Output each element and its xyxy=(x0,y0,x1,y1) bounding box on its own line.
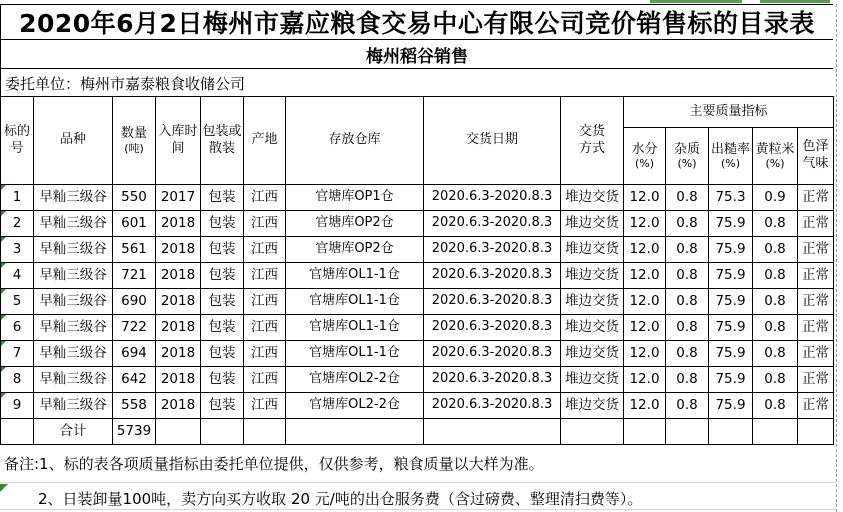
cell-yellow-grain: 0.8 xyxy=(753,263,798,289)
cell-empty xyxy=(709,419,753,445)
cell-delivery-date: 2020.6.3-2020.8.3 xyxy=(424,185,561,211)
cell-variety: 早籼三级谷 xyxy=(34,185,113,211)
cell-packing: 包装 xyxy=(201,185,244,211)
cell-husked-rice-rate: 75.9 xyxy=(709,211,753,237)
col-header-bid-no: 标的号 xyxy=(1,97,34,185)
table-row xyxy=(1,367,834,393)
cell-husked-rice-rate: 75.9 xyxy=(709,237,753,263)
cell-origin: 江西 xyxy=(244,315,286,341)
cell-variety: 早籼三级谷 xyxy=(34,341,113,367)
cell-quantity: 722 xyxy=(113,315,156,341)
green-cell-strip xyxy=(760,0,830,3)
cell-warehouse: 官塘库OL2-2仓 xyxy=(286,393,424,419)
error-indicator-triangle xyxy=(1,367,6,372)
cell-delivery-date: 2020.6.3-2020.8.3 xyxy=(424,367,561,393)
cell-bid-no: 1 xyxy=(1,185,34,211)
error-indicator-triangle xyxy=(1,341,6,346)
cell-origin: 江西 xyxy=(244,237,286,263)
cell-variety: 早籼三级谷 xyxy=(34,393,113,419)
cell-storage-year: 2018 xyxy=(156,237,201,263)
cell-origin: 江西 xyxy=(244,393,286,419)
total-quantity: 5739 xyxy=(113,419,156,445)
cell-quantity: 690 xyxy=(113,289,156,315)
cell-origin: 江西 xyxy=(244,185,286,211)
cell-delivery-method: 堆边交货 xyxy=(561,263,624,289)
cell-warehouse: 官塘库OP1仓 xyxy=(286,185,424,211)
cell-impurity: 0.8 xyxy=(666,393,709,419)
cell-color-odor: 正常 xyxy=(798,341,834,367)
cell-quantity: 550 xyxy=(113,185,156,211)
cell-moisture: 12.0 xyxy=(624,289,666,315)
cell-storage-year: 2018 xyxy=(156,211,201,237)
error-indicator-triangle xyxy=(1,289,6,294)
cell-variety: 早籼三级谷 xyxy=(34,315,113,341)
cell-origin: 江西 xyxy=(244,367,286,393)
cell-yellow-grain: 0.8 xyxy=(753,211,798,237)
excel-gridline xyxy=(0,482,836,483)
cell-delivery-method: 堆边交货 xyxy=(561,237,624,263)
cell-husked-rice-rate: 75.3 xyxy=(709,185,753,211)
cell-moisture: 12.0 xyxy=(624,185,666,211)
cell-impurity: 0.8 xyxy=(666,263,709,289)
cell-empty xyxy=(156,419,201,445)
cell-variety: 早籼三级谷 xyxy=(34,367,113,393)
total-row xyxy=(1,419,834,445)
cell-empty xyxy=(624,419,666,445)
col-header-origin: 产地 xyxy=(244,97,286,185)
cell-color-odor: 正常 xyxy=(798,185,834,211)
cell-husked-rice-rate: 75.9 xyxy=(709,367,753,393)
cell-quantity: 642 xyxy=(113,367,156,393)
cell-impurity: 0.8 xyxy=(666,185,709,211)
cell-packing: 包装 xyxy=(201,237,244,263)
table-row xyxy=(1,341,834,367)
cell-yellow-grain: 0.9 xyxy=(753,185,798,211)
table-row xyxy=(1,393,834,419)
cell-packing: 包装 xyxy=(201,315,244,341)
cell-yellow-grain: 0.8 xyxy=(753,393,798,419)
cell-color-odor: 正常 xyxy=(798,315,834,341)
cell-quantity: 561 xyxy=(113,237,156,263)
cell-origin: 江西 xyxy=(244,289,286,315)
col-header-warehouse: 存放仓库 xyxy=(286,97,424,185)
cell-bid-no: 7 xyxy=(1,341,34,367)
cell-storage-year: 2018 xyxy=(156,263,201,289)
total-label: 合计 xyxy=(34,419,113,445)
cell-color-odor: 正常 xyxy=(798,237,834,263)
catalog-table xyxy=(0,96,834,445)
cell-packing: 包装 xyxy=(201,393,244,419)
cell-yellow-grain: 0.8 xyxy=(753,367,798,393)
cell-bid-no: 5 xyxy=(1,289,34,315)
cell-storage-year: 2018 xyxy=(156,341,201,367)
cell-warehouse: 官塘库OL1-1仓 xyxy=(286,341,424,367)
col-header-color-odor: 色泽气味 xyxy=(798,128,834,185)
cell-bid-no: 9 xyxy=(1,393,34,419)
error-indicator-triangle xyxy=(1,393,6,398)
cell-color-odor: 正常 xyxy=(798,393,834,419)
cell-impurity: 0.8 xyxy=(666,315,709,341)
table-row xyxy=(1,315,834,341)
cell-packing: 包装 xyxy=(201,263,244,289)
cell-variety: 早籼三级谷 xyxy=(34,289,113,315)
cell-packing: 包装 xyxy=(201,289,244,315)
table-row xyxy=(1,237,834,263)
cell-bid-no: 8 xyxy=(1,367,34,393)
cell-storage-year: 2017 xyxy=(156,185,201,211)
cell-impurity: 0.8 xyxy=(666,211,709,237)
cell-variety: 早籼三级谷 xyxy=(34,237,113,263)
cell-yellow-grain: 0.8 xyxy=(753,315,798,341)
cell-yellow-grain: 0.8 xyxy=(753,341,798,367)
cell-moisture: 12.0 xyxy=(624,315,666,341)
error-indicator-triangle xyxy=(1,211,6,216)
col-header-impurity: 杂质 (%) xyxy=(666,128,709,185)
table-row xyxy=(1,185,834,211)
cell-delivery-date: 2020.6.3-2020.8.3 xyxy=(424,315,561,341)
cell-warehouse: 官塘库OL1-1仓 xyxy=(286,315,424,341)
error-indicator-triangle xyxy=(1,263,6,268)
cell-yellow-grain: 0.8 xyxy=(753,289,798,315)
table-body xyxy=(1,185,834,419)
cell-warehouse: 官塘库OL1-1仓 xyxy=(286,263,424,289)
cell-delivery-date: 2020.6.3-2020.8.3 xyxy=(424,237,561,263)
cell-delivery-method: 堆边交货 xyxy=(561,211,624,237)
error-indicator-triangle xyxy=(1,237,6,242)
cell-bid-no: 3 xyxy=(1,237,34,263)
remark-line-2: 2、日装卸量100吨，卖方向买方收取 20 元/吨的出仓服务费（含过磅费、整理清扫费等）。 xyxy=(38,490,643,508)
cell-storage-year: 2018 xyxy=(156,367,201,393)
cell-storage-year: 2018 xyxy=(156,393,201,419)
cell-empty xyxy=(753,419,798,445)
green-cell-strip xyxy=(650,0,742,3)
cell-delivery-date: 2020.6.3-2020.8.3 xyxy=(424,289,561,315)
cell-delivery-method: 堆边交货 xyxy=(561,367,624,393)
cell-origin: 江西 xyxy=(244,263,286,289)
cell-delivery-date: 2020.6.3-2020.8.3 xyxy=(424,393,561,419)
table-row xyxy=(1,289,834,315)
error-indicator-triangle xyxy=(1,315,6,320)
cell-moisture: 12.0 xyxy=(624,367,666,393)
consignor-line: 委托单位：梅州市嘉泰粮食收储公司 xyxy=(5,75,246,93)
cell-variety: 早籼三级谷 xyxy=(34,211,113,237)
cell-husked-rice-rate: 75.9 xyxy=(709,289,753,315)
col-header-yellow-grain: 黄粒米 (%) xyxy=(753,128,798,185)
remark-line-1: 备注:1、标的表各项质量指标由委托单位提供，仅供参考，粮食质量以大样为准。 xyxy=(4,455,544,473)
cell-moisture: 12.0 xyxy=(624,263,666,289)
cell-husked-rice-rate: 75.9 xyxy=(709,315,753,341)
cell-quantity: 694 xyxy=(113,341,156,367)
cell-warehouse: 官塘库OP2仓 xyxy=(286,211,424,237)
cell-storage-year: 2018 xyxy=(156,315,201,341)
cell-yellow-grain: 0.8 xyxy=(753,237,798,263)
page-break-dashed-line xyxy=(836,4,837,512)
cell-variety: 早籼三级谷 xyxy=(34,263,113,289)
cell-empty xyxy=(286,419,424,445)
cell-impurity: 0.8 xyxy=(666,367,709,393)
error-indicator-triangle xyxy=(1,185,6,190)
cell-origin: 江西 xyxy=(244,211,286,237)
cell-impurity: 0.8 xyxy=(666,341,709,367)
col-header-packing: 包装或散装 xyxy=(201,97,244,185)
col-header-variety: 品种 xyxy=(34,97,113,185)
cell-origin: 江西 xyxy=(244,341,286,367)
cell-delivery-date: 2020.6.3-2020.8.3 xyxy=(424,211,561,237)
cell-bid-no: 6 xyxy=(1,315,34,341)
cell-impurity: 0.8 xyxy=(666,289,709,315)
cell-delivery-date: 2020.6.3-2020.8.3 xyxy=(424,263,561,289)
col-header-husked-rice-rate: 出糙率 (%) xyxy=(709,128,753,185)
col-header-moisture: 水分 (%) xyxy=(624,128,666,185)
col-header-delivery-date: 交货日期 xyxy=(424,97,561,185)
cell-impurity: 0.8 xyxy=(666,237,709,263)
table-row xyxy=(1,263,834,289)
cell-packing: 包装 xyxy=(201,211,244,237)
cell-warehouse: 官塘库OP2仓 xyxy=(286,237,424,263)
cell-color-odor: 正常 xyxy=(798,367,834,393)
cell-moisture: 12.0 xyxy=(624,393,666,419)
cell-packing: 包装 xyxy=(201,367,244,393)
cell-husked-rice-rate: 75.9 xyxy=(709,341,753,367)
cell-moisture: 12.0 xyxy=(624,211,666,237)
cell-color-odor: 正常 xyxy=(798,289,834,315)
cell-bid-no xyxy=(1,419,34,445)
page-subtitle: 梅州稻谷销售 xyxy=(1,40,833,69)
error-indicator-triangle xyxy=(0,484,8,492)
cell-delivery-method: 堆边交货 xyxy=(561,289,624,315)
cell-delivery-method: 堆边交货 xyxy=(561,341,624,367)
cell-delivery-date: 2020.6.3-2020.8.3 xyxy=(424,341,561,367)
cell-delivery-method: 堆边交货 xyxy=(561,393,624,419)
col-header-quantity: 数量 (吨) xyxy=(113,97,156,185)
cell-empty xyxy=(424,419,561,445)
cell-quantity: 558 xyxy=(113,393,156,419)
page-title: 2020年6月2日梅州市嘉应粮食交易中心有限公司竞价销售标的目录表 xyxy=(1,5,833,40)
cell-empty xyxy=(798,419,834,445)
cell-moisture: 12.0 xyxy=(624,341,666,367)
cell-empty xyxy=(666,419,709,445)
title-block xyxy=(0,4,833,98)
cell-quantity: 601 xyxy=(113,211,156,237)
cell-storage-year: 2018 xyxy=(156,289,201,315)
cell-delivery-method: 堆边交货 xyxy=(561,315,624,341)
col-header-quality-group: 主要质量指标 xyxy=(624,97,834,128)
cell-packing: 包装 xyxy=(201,341,244,367)
cell-delivery-method: 堆边交货 xyxy=(561,185,624,211)
col-header-storage-year: 入库时间 xyxy=(156,97,201,185)
table-row xyxy=(1,211,834,237)
excel-gridline xyxy=(0,509,836,510)
cell-husked-rice-rate: 75.9 xyxy=(709,263,753,289)
cell-warehouse: 官塘库OL1-1仓 xyxy=(286,289,424,315)
cell-empty xyxy=(244,419,286,445)
cell-warehouse: 官塘库OL2-2仓 xyxy=(286,367,424,393)
cell-empty xyxy=(561,419,624,445)
cell-moisture: 12.0 xyxy=(624,237,666,263)
col-header-delivery-method: 交货方式 xyxy=(561,97,624,185)
cell-bid-no: 2 xyxy=(1,211,34,237)
cell-color-odor: 正常 xyxy=(798,263,834,289)
cell-empty xyxy=(201,419,244,445)
cell-quantity: 721 xyxy=(113,263,156,289)
cell-husked-rice-rate: 75.9 xyxy=(709,393,753,419)
cell-color-odor: 正常 xyxy=(798,211,834,237)
cell-bid-no: 4 xyxy=(1,263,34,289)
